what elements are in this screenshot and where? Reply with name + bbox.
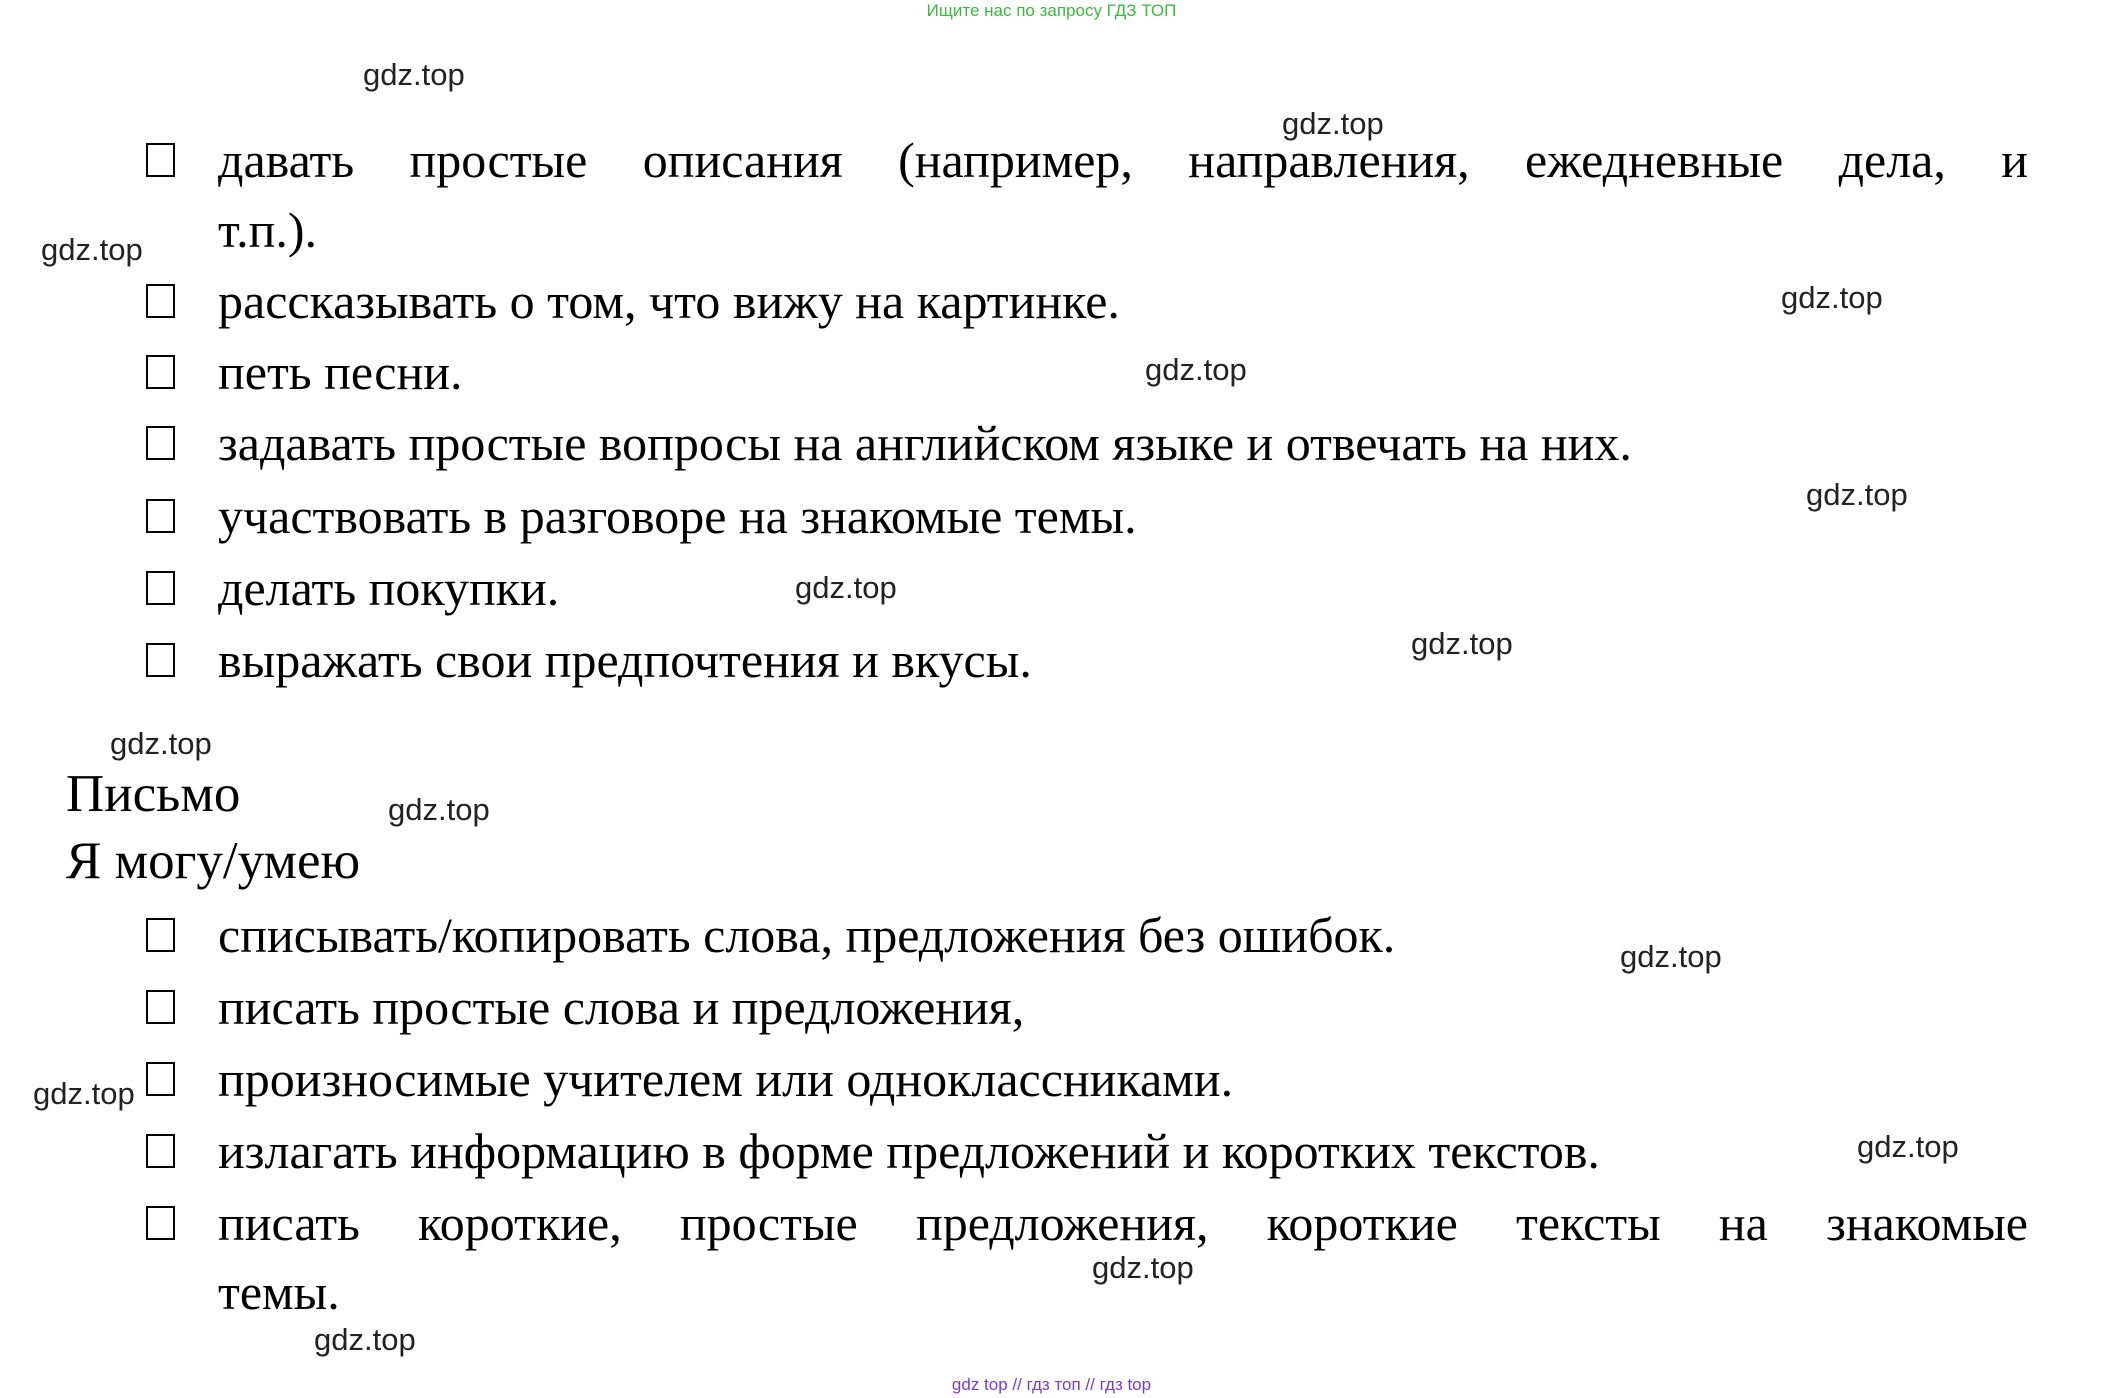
checklist-item-text: петь песни. [218, 344, 463, 400]
watermark: gdz.top [1806, 477, 1908, 512]
watermark: gdz.top [1620, 939, 1722, 974]
checklist-item-text: списывать/копировать слова, предложения без ошибок. [218, 907, 1396, 963]
checklist-item-text: произносимые учителем или одноклассниками. [218, 1051, 1234, 1107]
checkbox[interactable] [146, 426, 175, 460]
bottom-banner: gdz top // гдз топ // гдз top [951, 1375, 1152, 1394]
watermark: gdz.top [795, 570, 897, 605]
checklist-item-text: излагать информацию в форме предложений и коротких текстов. [218, 1123, 1600, 1179]
checkbox[interactable] [146, 1134, 175, 1168]
section-subtitle: Я могу/умею [66, 832, 361, 890]
watermark: gdz.top [33, 1076, 135, 1111]
watermark: gdz.top [388, 792, 490, 827]
checklist-item-text: темы. [218, 1264, 340, 1320]
checklist-item-text: задавать простые вопросы на английском языке и отвечать на них. [218, 415, 1632, 471]
checkbox[interactable] [146, 143, 175, 177]
checklist-item-text: рассказывать о том, что вижу на картинке. [218, 273, 1120, 329]
checkbox[interactable] [146, 990, 175, 1024]
checkbox[interactable] [146, 643, 175, 677]
checklist-item-text: делать покупки. [218, 560, 560, 616]
watermark: gdz.top [1092, 1250, 1194, 1285]
checkbox[interactable] [146, 571, 175, 605]
checklist-item-text: участвовать в разговоре на знакомые темы. [218, 488, 1137, 544]
checklist-item-text: писать короткие, простые предложения, короткие тексты на знакомые [218, 1195, 2028, 1251]
watermark: gdz.top [363, 57, 465, 92]
checklist-item-text: давать простые описания (например, направления, ежедневные дела, и [218, 132, 2028, 188]
watermark: gdz.top [1145, 352, 1247, 387]
checkbox[interactable] [146, 1062, 175, 1096]
checkbox[interactable] [146, 918, 175, 952]
checkbox[interactable] [146, 499, 175, 533]
section-title: Письмо [66, 765, 241, 823]
checklist-item-text: т.п.). [218, 202, 317, 258]
watermark: gdz.top [1857, 1129, 1959, 1164]
watermark: gdz.top [1411, 626, 1513, 661]
watermark: gdz.top [41, 232, 143, 267]
checkbox[interactable] [146, 355, 175, 389]
watermark: gdz.top [1282, 106, 1384, 141]
watermark: gdz.top [314, 1322, 416, 1357]
watermark: gdz.top [1781, 280, 1883, 315]
checkbox[interactable] [146, 284, 175, 318]
watermark: gdz.top [110, 726, 212, 761]
checklist-item-text: выражать свои предпочтения и вкусы. [218, 632, 1032, 688]
checkbox[interactable] [146, 1206, 175, 1240]
top-banner: Ищите нас по запросу ГДЗ ТОП [926, 1, 1177, 20]
checklist-item-text: писать простые слова и предложения, [218, 979, 1025, 1035]
